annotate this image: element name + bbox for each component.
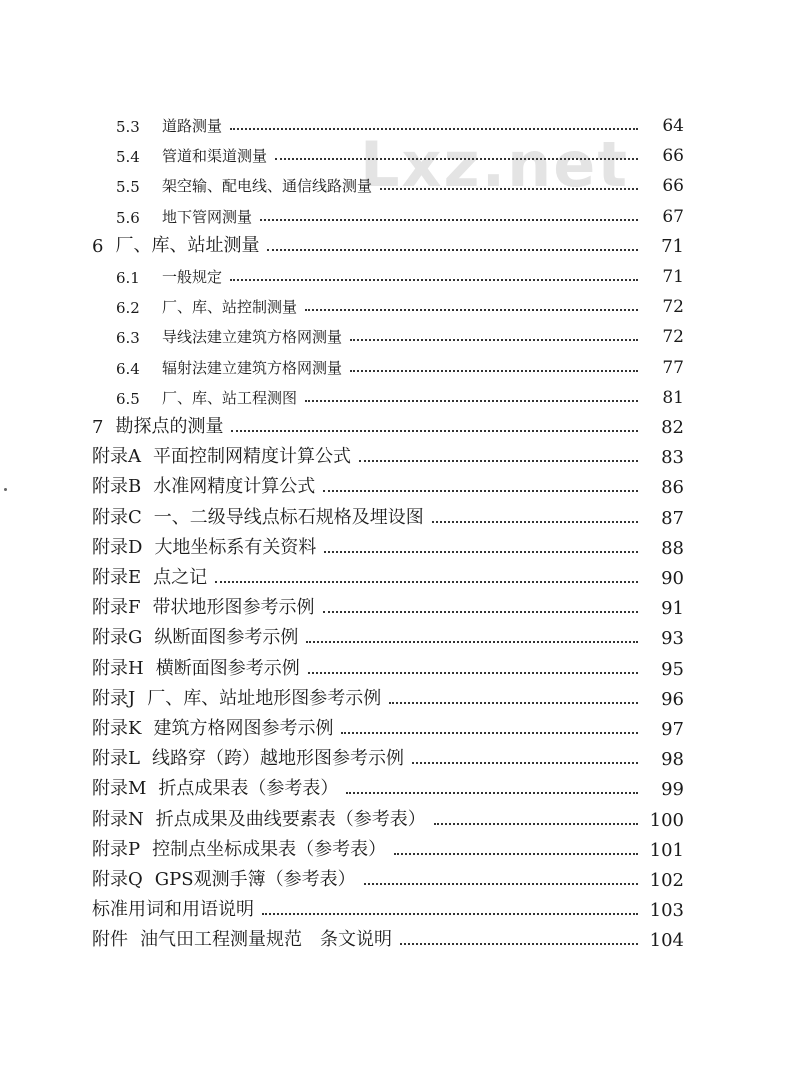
toc-entry-number: 附录L	[92, 748, 140, 770]
toc-entry-number: 附录B	[92, 476, 142, 498]
dot-leader	[389, 702, 638, 704]
toc-entry	[92, 227, 684, 257]
toc-entry-page: 101	[649, 839, 684, 861]
dot-leader	[350, 370, 638, 372]
toc-entry-page: 93	[661, 628, 684, 650]
toc-entry	[92, 650, 684, 680]
toc-entry-page: 77	[662, 357, 684, 378]
dot-leader	[275, 158, 638, 160]
toc-entry-title: 平面控制网精度计算公式	[153, 446, 351, 468]
toc-entry	[116, 106, 684, 136]
dot-leader	[394, 853, 638, 855]
toc-entry-title: 厂、库、站址地形图参考示例	[147, 687, 382, 709]
dot-leader	[434, 823, 638, 825]
toc-entry-page: 86	[661, 477, 684, 499]
toc-entry-number: 附录H	[92, 657, 144, 679]
toc-entry-number: 7	[92, 417, 104, 438]
toc-entry	[116, 378, 684, 408]
toc-entry	[92, 861, 684, 891]
toc-entry-number: 5.4	[116, 148, 140, 167]
toc-entry	[92, 529, 684, 559]
toc-entry-number: 附录G	[92, 627, 143, 649]
toc-entry	[92, 740, 684, 770]
toc-entry-number: 附录K	[92, 718, 142, 739]
toc-entry-number: 附录C	[92, 506, 142, 528]
toc-entry	[92, 468, 684, 498]
toc-entry	[92, 710, 684, 740]
toc-entry-title: 厂、库、站控制测量	[162, 298, 298, 317]
scan-speck	[4, 488, 7, 491]
dot-leader	[306, 641, 638, 643]
toc-entry-number: 6.1	[116, 269, 140, 287]
toc-entry-title: 辐射法建立建筑方格网测量	[162, 358, 343, 377]
toc-entry	[92, 619, 684, 649]
toc-entry-page: 96	[661, 688, 684, 710]
toc-entry-title: 油气田工程测量规范 条文说明	[140, 929, 392, 951]
toc-entry-page: 103	[649, 900, 684, 922]
toc-entry-title: 纵断面图参考示例	[154, 627, 299, 649]
dot-leader	[323, 611, 639, 613]
toc-entry-title: 标准用词和用语说明	[92, 899, 254, 921]
toc-entry-title: 勘探点的测量	[115, 416, 224, 437]
toc-entry	[92, 680, 684, 710]
dot-leader	[324, 551, 638, 553]
toc-entry-page: 82	[661, 417, 684, 438]
dot-leader	[305, 400, 638, 402]
toc-entry-page: 100	[649, 809, 684, 831]
toc-entry-page: 87	[661, 507, 684, 529]
toc-entry-title: 控制点坐标成果表（参考表）	[152, 838, 387, 860]
toc-entry	[92, 891, 684, 921]
toc-entry-title: 横断面图参考示例	[155, 657, 300, 679]
toc-entry-page: 67	[662, 206, 684, 227]
toc-entry-number: 附录J	[92, 687, 136, 709]
toc-entry-title: 导线法建立建筑方格网测量	[162, 328, 343, 347]
toc-entry	[92, 408, 684, 438]
toc-entry	[92, 801, 684, 831]
toc-entry-title: 厂、库、站工程测图	[162, 388, 298, 407]
toc-entry-number: 附录E	[92, 567, 142, 588]
toc-entry	[92, 921, 684, 951]
toc-entry	[116, 317, 684, 347]
dot-leader	[308, 672, 638, 674]
toc-entry-number: 6	[92, 235, 104, 257]
toc-entry	[92, 438, 684, 468]
dot-leader	[412, 762, 638, 764]
toc-entry-number: 5.3	[116, 118, 140, 136]
dot-leader	[230, 279, 638, 281]
toc-entry-page: 97	[661, 719, 684, 740]
toc-entry	[116, 287, 684, 317]
dot-leader	[260, 219, 638, 221]
toc-entry	[116, 197, 684, 227]
toc-entry	[92, 559, 684, 589]
dot-leader	[262, 913, 638, 915]
toc-entry-page: 64	[662, 116, 684, 136]
toc-entry-title: 一般规定	[162, 268, 223, 286]
toc-entry-title: 点之记	[153, 567, 208, 588]
toc-entry-page: 71	[661, 235, 684, 257]
toc-entry-page: 66	[662, 176, 684, 197]
dot-leader	[323, 490, 638, 492]
watermark-text: Lxz.net	[360, 128, 629, 201]
toc-entry-page: 72	[662, 327, 684, 348]
toc-entry-title: GPS观测手簿（参考表）	[154, 869, 356, 890]
toc-entry-page: 98	[661, 749, 684, 771]
toc-entry-number: 附录N	[92, 808, 144, 830]
toc-entry-page: 88	[661, 537, 684, 559]
dot-leader	[432, 521, 638, 523]
toc-entry-number: 6.4	[116, 359, 140, 378]
toc-entry-title: 折点成果及曲线要素表（参考表）	[155, 808, 426, 830]
toc-entry-title: 一、二级导线点标石规格及埋设图	[153, 506, 424, 528]
toc-entry-number: 6.2	[116, 299, 140, 318]
toc-entry	[116, 257, 684, 287]
dot-leader	[400, 943, 638, 945]
toc-entry-page: 72	[662, 297, 684, 318]
dot-leader	[267, 249, 638, 251]
toc-entry-title: 道路测量	[162, 117, 223, 135]
toc-entry-number: 5.6	[116, 208, 140, 227]
toc-entry-title: 水准网精度计算公式	[153, 476, 316, 498]
dot-leader	[346, 792, 638, 794]
toc-entry-page: 99	[661, 779, 684, 801]
toc-entry-number: 附录M	[92, 778, 147, 800]
toc-entry-number: 附录D	[92, 536, 143, 558]
toc-entry-page: 95	[661, 658, 684, 680]
toc-entry-number: 附件	[92, 929, 128, 951]
toc-entry-page: 71	[662, 267, 684, 287]
dot-leader	[215, 581, 638, 583]
toc-entry-page: 91	[661, 598, 684, 620]
dot-leader	[305, 309, 638, 311]
toc-entry-page: 102	[649, 870, 684, 891]
toc-entry-title: 大地坐标系有关资料	[154, 536, 317, 558]
toc-entry-number: 6.5	[116, 389, 140, 408]
toc-entry-title: 线路穿（跨）越地形图参考示例	[151, 748, 404, 770]
toc-entry-title: 带状地形图参考示例	[152, 597, 315, 619]
toc-entry-title: 地下管网测量	[162, 207, 253, 226]
toc-entry-title: 建筑方格网图参考示例	[153, 718, 334, 739]
toc-entry	[92, 770, 684, 800]
dot-leader	[364, 883, 638, 885]
toc-entry-number: 附录Q	[92, 869, 143, 890]
toc-entry	[92, 589, 684, 619]
toc-entry	[92, 499, 684, 529]
toc-entry-title: 管道和渠道测量	[162, 147, 268, 166]
toc-entry	[116, 136, 684, 166]
toc-entry-number: 5.5	[116, 178, 140, 197]
toc-entry-page: 66	[662, 146, 684, 167]
toc-entry-number: 附录P	[92, 838, 141, 860]
toc-entry-page: 81	[662, 387, 684, 408]
toc-entry-number: 附录F	[92, 597, 141, 619]
dot-leader	[341, 732, 638, 734]
toc-entry-page: 83	[661, 447, 684, 469]
toc-entry-title: 架空输、配电线、通信线路测量	[162, 177, 373, 196]
toc-entry-title: 厂、库、站址测量	[115, 234, 260, 256]
dot-leader	[359, 460, 638, 462]
toc-entry-title: 折点成果表（参考表）	[158, 778, 339, 800]
toc-entry-number: 6.3	[116, 329, 140, 348]
toc-entry-page: 90	[661, 568, 684, 589]
dot-leader	[231, 430, 638, 432]
toc-entry-number: 附录A	[92, 446, 141, 468]
toc-entry-page: 104	[649, 930, 684, 952]
toc-entry	[92, 831, 684, 861]
dot-leader	[380, 188, 638, 190]
toc-entry	[116, 166, 684, 196]
toc-entry	[116, 348, 684, 378]
dot-leader	[230, 128, 638, 130]
dot-leader	[350, 339, 638, 341]
